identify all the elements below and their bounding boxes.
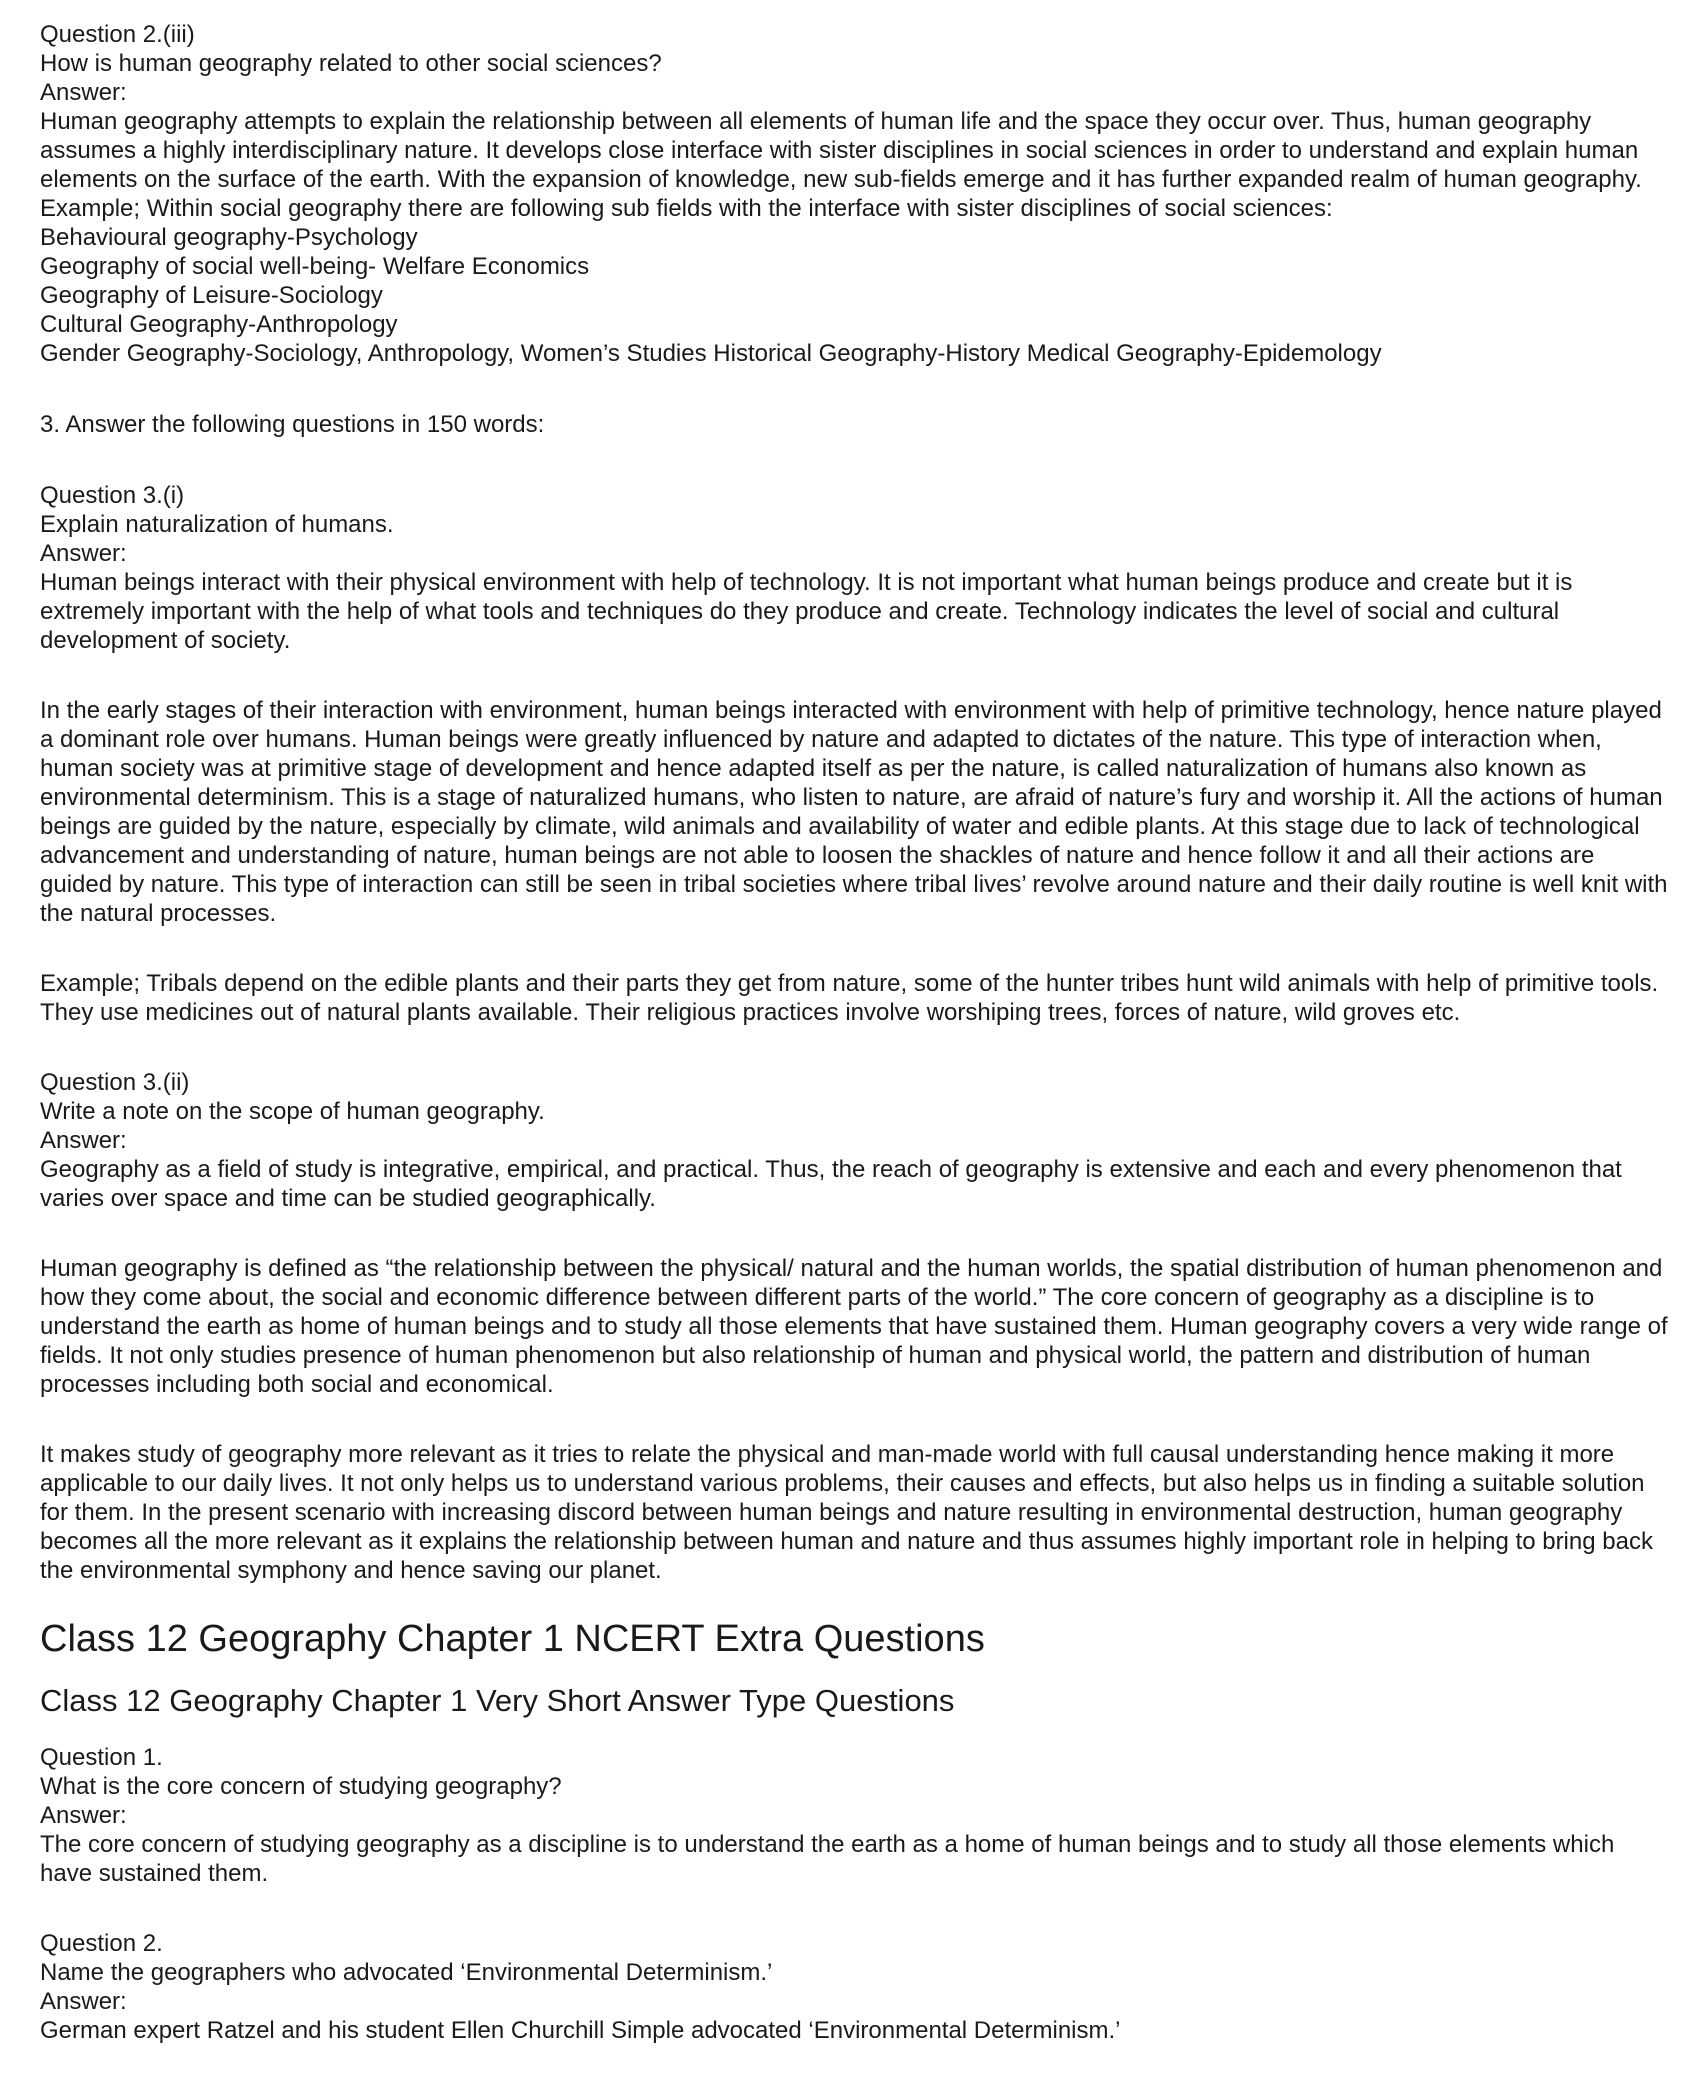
answer-label: Answer: xyxy=(40,1127,127,1154)
answer-label: Answer: xyxy=(40,79,127,106)
spacer xyxy=(40,928,1670,969)
question-text: What is the core concern of studying geography? xyxy=(40,1773,562,1800)
spacer xyxy=(40,1213,1670,1254)
answer-paragraph: Human geography attempts to explain the relationship between all elements of human life and the space they occur over. Thus, human geography assumes a highly interdisciplinary nature. It develops close interface with sister disciplines in social sciences in order to understand and explain human elements on the surface of the earth. With the expansion of knowledge, new sub-fields emerge and it has further expanded realm of human geography. xyxy=(40,108,1642,193)
subfield-item: Behavioural geography-Psychology xyxy=(40,224,418,251)
answer-paragraph: Example; Tribals depend on the edible plants and their parts they get from nature, some of the hunter tribes hunt wild animals with help of primitive tools. They use medicines out of natural plants available. Their religious practices involve worshiping trees, forces of nature, wild groves etc. xyxy=(40,970,1659,1026)
spacer xyxy=(40,368,1670,410)
answer-paragraph: In the early stages of their interaction with environment, human beings interacted with environment with help of primitive technology, hence nature played a dominant role over humans. Human beings were greatly influenced by nature and adapted to dictates of the nature. This type of interaction when, human society was at primitive stage of development and hence adapted itself as per the nature, is called naturalization of humans also known as environmental determinism. This is a stage of naturalized humans, who listen to nature, are afraid of nature’s fury and worship it. All the actions of human beings are guided by the nature, especially by climate, wild animals and availability of water and edible plants. At this stage due to lack of technological advancement and understanding of nature, human beings are not able to loosen the shackles of nature and hence follow it and all their actions are guided by nature. This type of interaction can still be seen in tribal societies where tribal lives’ revolve around nature and their daily routine is well knit with the natural processes. xyxy=(40,697,1668,927)
subfield-item: Gender Geography-Sociology, Anthropology, Women’s Studies Historical Geography-History Medical Geography-Epidemology xyxy=(40,340,1382,367)
answer-paragraph: The core concern of studying geography as a discipline is to understand the earth as a home of human beings and to study all those elements which have sustained them. xyxy=(40,1831,1615,1887)
question-text: Explain naturalization of humans. xyxy=(40,511,394,538)
answer-paragraph: It makes study of geography more relevant as it tries to relate the physical and man-made world with full causal understanding hence making it more applicable to our daily lives. It not only helps us to understand various problems, their causes and effects, but also helps us in finding a suitable solution for them. In the present scenario with increasing discord between human beings and nature resulting in environmental destruction, human geography becomes all the more relevant as it explains the relationship between human and nature and thus assumes highly important role in helping to bring back the environmental symphony and hence saving our planet. xyxy=(40,1441,1653,1584)
question-label: Question 3.(i) xyxy=(40,482,185,509)
answer-paragraph: Human beings interact with their physical environment with help of technology. It is not important what human beings produce and create but it is extremely important with the help of what tools and techniques do they produce and create. Technology indicates the level of social and cultural development of society. xyxy=(40,569,1573,654)
question-label: Question 2.(iii) xyxy=(40,21,195,48)
question-text: How is human geography related to other social sciences? xyxy=(40,50,662,77)
question-label: Question 2. xyxy=(40,1930,163,1957)
section-heading: Class 12 Geography Chapter 1 NCERT Extra Questions xyxy=(40,1618,985,1660)
answer-paragraph: Geography as a field of study is integrative, empirical, and practical. Thus, the reach of geography is extensive and each and every phenomenon that varies over space and time can be studied geographically. xyxy=(40,1156,1622,1212)
answer-label: Answer: xyxy=(40,540,127,567)
spacer xyxy=(40,655,1670,696)
document-page xyxy=(40,20,1670,2045)
question-label: Question 1. xyxy=(40,1744,163,1771)
answer-paragraph: Human geography is defined as “the relationship between the physical/ natural and the human worlds, the spatial distribution of human phenomenon and how they come about, the social and economic difference between different parts of the world.” The core concern of geography as a discipline is to understand the earth as home of human beings and to study all those elements that have sustained them. Human geography covers a very wide range of fields. It not only studies presence of human phenomenon but also relationship of human and physical world, the pattern and distribution of human processes including both social and economical. xyxy=(40,1255,1668,1398)
spacer xyxy=(40,439,1670,481)
section-instruction: 3. Answer the following questions in 150 words: xyxy=(40,411,545,438)
answer-paragraph: German expert Ratzel and his student Ellen Churchill Simple advocated ‘Environmental Determinism.’ xyxy=(40,2017,1121,2044)
spacer xyxy=(40,1888,1670,1929)
example-text: Example; Within social geography there are following sub fields with the interface with sister disciplines of social sciences: xyxy=(40,195,1333,222)
question-label: Question 3.(ii) xyxy=(40,1069,190,1096)
question-text: Write a note on the scope of human geography. xyxy=(40,1098,545,1125)
subfield-item: Cultural Geography-Anthropology xyxy=(40,311,398,338)
subfield-item: Geography of social well-being- Welfare Economics xyxy=(40,253,590,280)
answer-label: Answer: xyxy=(40,1802,127,1829)
answer-label: Answer: xyxy=(40,1988,127,2015)
spacer xyxy=(40,1399,1670,1440)
spacer xyxy=(40,1585,1670,1617)
spacer xyxy=(40,1719,1670,1743)
subsection-heading: Class 12 Geography Chapter 1 Very Short Answer Type Questions xyxy=(40,1683,955,1718)
subfield-item: Geography of Leisure-Sociology xyxy=(40,282,383,309)
spacer xyxy=(40,1661,1670,1683)
question-text: Name the geographers who advocated ‘Environmental Determinism.’ xyxy=(40,1959,773,1986)
spacer xyxy=(40,1027,1670,1068)
